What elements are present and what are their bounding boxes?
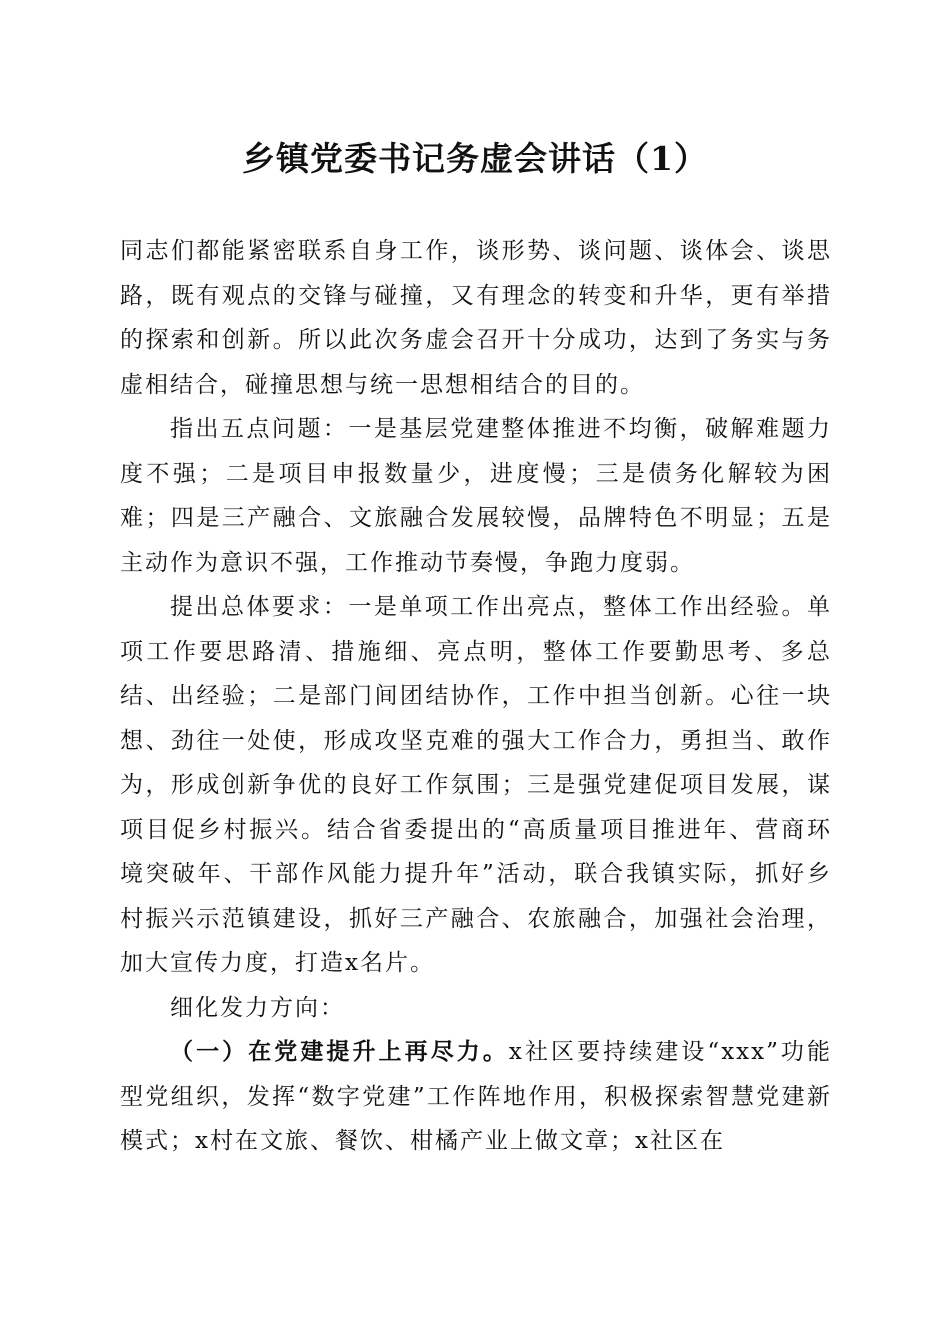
- paragraph-party-building: [120, 1030, 832, 1164]
- paragraph-lead-text: x社区要持续建设“xxx”功能型党组织，发挥“数字党建”工作阵地作用，积极探索智慧党建新模式；x村在文旅、餐饮、柑橘产业上做文章；x社区在: [120, 1039, 833, 1154]
- paragraph-directions-heading: 细化发力方向：: [170, 994, 345, 1021]
- document-body: [120, 229, 832, 1164]
- paragraph-requirements: 提出总体要求：一是单项工作出亮点，整体工作出经验。单项工作要思路清、措施细、亮点明，整体工作要勤思考、多总结、出经验；二是部门间团结协作，工作中担当创新。心往一块想、劲往一处使，形成攻坚克难的强大工作合力，勇担当、敢作为，形成创新争优的良好工作氛围；三是强党建促项目发展，谋项目促乡村振兴。结合省委提出的“高质量项目推进年、营商环境突破年、干部作风能力提升年”活动，联合我镇实际，抓好乡村振兴示范镇建设，抓好三产融合、农旅融合，加强社会治理，加大宣传力度，打造x名片。: [120, 594, 832, 976]
- paragraph-summary: 同志们都能紧密联系自身工作，谈形势、谈问题、谈体会、谈思路，既有观点的交锋与碰撞，又有理念的转变和升华，更有举措的探索和创新。所以此次务虚会召开十分成功，达到了务实与务虚相结合，碰撞思想与统一思想相结合的目的。: [120, 238, 832, 398]
- paragraph-problems: 指出五点问题：一是基层党建整体推进不均衡，破解难题力度不强；二是项目申报数量少，进度慢；三是债务化解较为困难；四是三产融合、文旅融合发展较慢，品牌特色不明显；五是主动作为意识不强，工作推动节奏慢，争跑力度弱。: [120, 416, 832, 576]
- paragraph-lead-heading: （一）在党建提升上再尽力。: [170, 1038, 509, 1065]
- document-title: 乡镇党委书记务虚会讲话（1）: [242, 139, 708, 178]
